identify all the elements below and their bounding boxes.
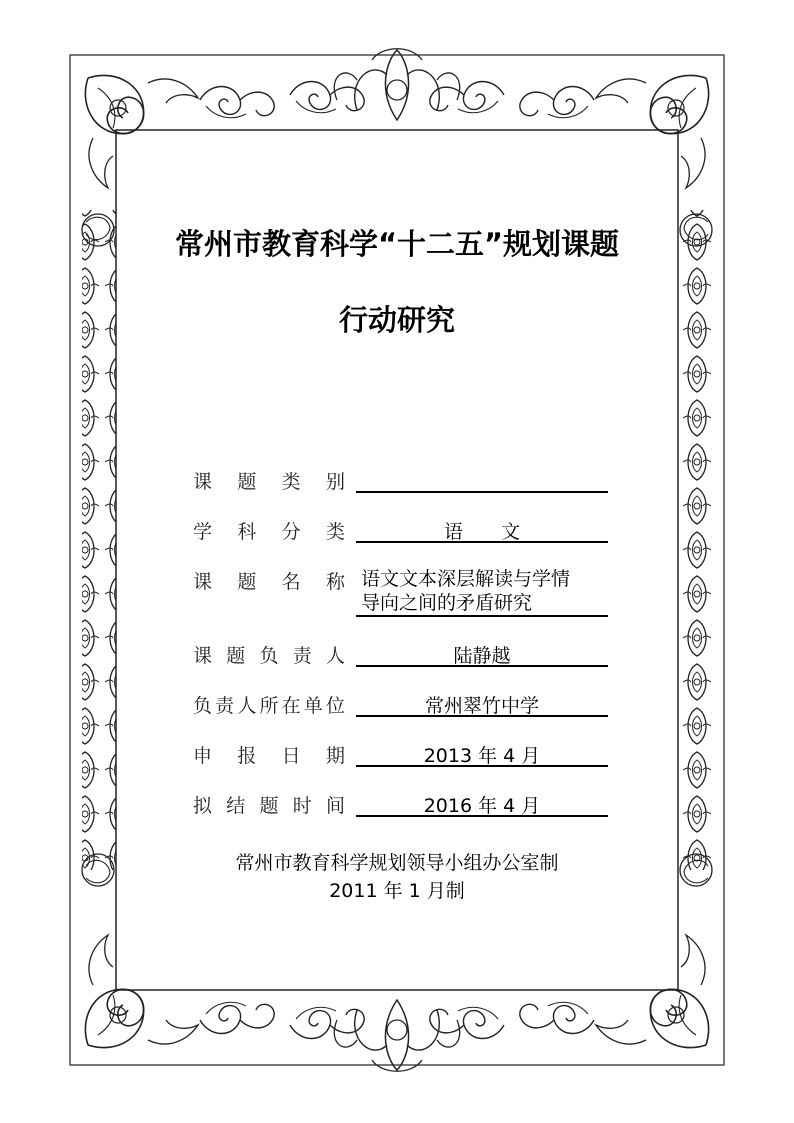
field-label: 课 题 负 责 人 bbox=[193, 645, 345, 667]
form-row bbox=[193, 517, 613, 547]
field-value-line: 语文文本深层解读与学情 bbox=[361, 568, 571, 590]
field-underline bbox=[356, 665, 608, 667]
field-value: 2016 年 4 月 bbox=[423, 795, 541, 817]
field-underline bbox=[356, 541, 608, 543]
issuer-line: 常州市教育科学规划领导小组办公室制 bbox=[235, 852, 559, 874]
form-row bbox=[193, 741, 613, 771]
field-label: 负 责 人 所 在 单 位 bbox=[193, 695, 345, 717]
issue-date-line: 2011 年 1 月制 bbox=[329, 880, 465, 902]
field-value: 2013 年 4 月 bbox=[423, 745, 541, 767]
field-value bbox=[361, 567, 611, 615]
field-underline bbox=[356, 491, 608, 493]
form-row bbox=[193, 467, 613, 497]
document-title: 常州市教育科学“十二五”规划课题 bbox=[174, 227, 620, 261]
field-underline bbox=[356, 715, 608, 717]
field-label: 申 报 日 期 bbox=[193, 745, 345, 767]
form-row bbox=[193, 641, 613, 671]
field-value: 陆静越 bbox=[453, 645, 511, 667]
form-row bbox=[193, 691, 613, 721]
field-value-line: 导向之间的矛盾研究 bbox=[361, 592, 533, 614]
form-row bbox=[193, 791, 613, 821]
field-label: 拟 结 题 时 间 bbox=[193, 795, 345, 817]
field-underline bbox=[356, 815, 608, 817]
field-label: 学 科 分 类 bbox=[193, 521, 345, 543]
field-underline bbox=[356, 615, 608, 617]
field-value: 常州翠竹中学 bbox=[424, 695, 539, 717]
document-subtitle: 行动研究 bbox=[338, 303, 455, 337]
field-underline bbox=[356, 765, 608, 767]
form-row bbox=[193, 567, 613, 614]
field-value: 语 文 bbox=[443, 521, 520, 543]
field-label: 课 题 名 称 bbox=[193, 571, 345, 593]
field-label: 课 题 类 别 bbox=[193, 471, 345, 493]
